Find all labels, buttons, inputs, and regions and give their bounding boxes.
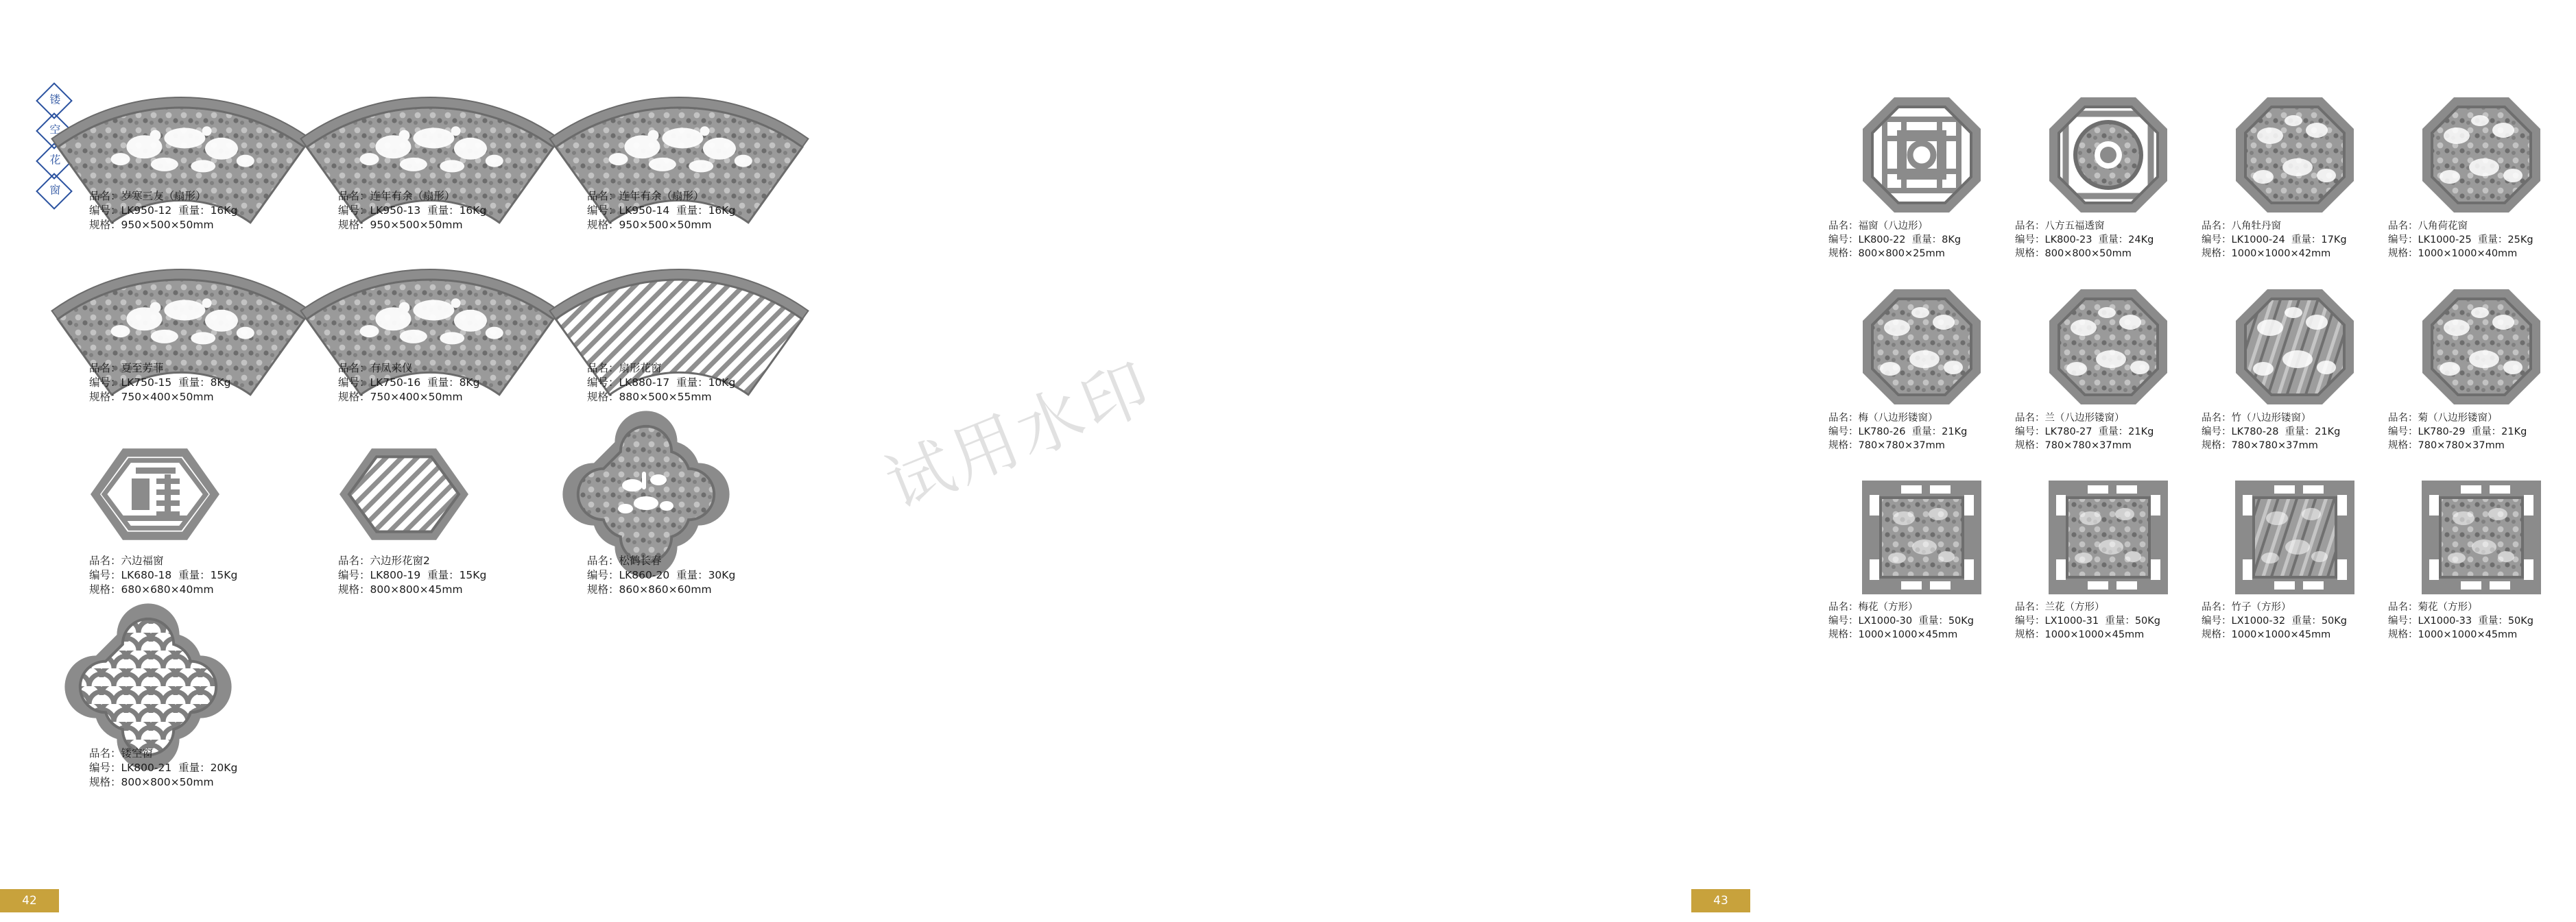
product-weight: 重量：17Kg: [2291, 234, 2347, 245]
product-image: [2388, 96, 2575, 214]
product-item: [587, 268, 836, 404]
product-code-weight: [338, 376, 587, 390]
product-weight: 重量：50Kg: [2478, 616, 2533, 627]
product-item: [2015, 288, 2202, 452]
product-weight: 重量：16Kg: [676, 204, 736, 217]
product-name: 品名：扇形花窗: [587, 362, 662, 374]
ornament-artwork: [2234, 288, 2355, 406]
product-weight: 重量：8Kg: [427, 376, 480, 389]
product-weight: 重量：16Kg: [427, 204, 487, 217]
product-item: [338, 268, 587, 404]
product-code: 编号：LK800-19: [338, 569, 421, 581]
product-weight: 重量：10Kg: [676, 376, 736, 389]
product-item: [89, 633, 338, 790]
product-spec: 规格：1000×1000×45mm: [2388, 629, 2518, 640]
product-image: [587, 96, 836, 184]
product-spec: 规格：800×800×45mm: [338, 583, 463, 596]
product-weight: 重量：50Kg: [2291, 616, 2347, 627]
ornament-artwork: [89, 633, 207, 741]
product-code: 编号：LK950-12: [89, 204, 172, 217]
product-image: [2015, 288, 2202, 406]
product-spec: 规格：800×800×50mm: [89, 776, 214, 788]
product-item: [1828, 96, 2015, 260]
ornament-artwork: [587, 440, 705, 548]
product-weight: 重量：21Kg: [2471, 426, 2527, 437]
section-tag-char-4-text: 窗: [49, 183, 61, 197]
product-image: [2202, 288, 2388, 406]
product-name: 品名：连年有余（扇形）: [338, 190, 455, 202]
product-code-weight: [338, 204, 587, 218]
section-tag-char-3-text: 花: [49, 153, 61, 167]
product-code-weight: [2388, 233, 2575, 247]
product-item: [2015, 480, 2202, 642]
product-image: [2202, 480, 2388, 595]
ornament-artwork: [1861, 96, 1982, 214]
product-spec: 规格：860×860×60mm: [587, 583, 712, 596]
product-code: 编号：LK800-21: [89, 762, 172, 774]
product-code-weight: [2202, 233, 2388, 247]
product-code: 编号：LK950-14: [587, 204, 670, 217]
product-weight: 重量：21Kg: [2285, 426, 2341, 437]
ornament-artwork: [338, 268, 522, 356]
ornament-artwork: [2421, 480, 2542, 595]
ornament-artwork: [89, 96, 273, 184]
product-code: 编号：LK950-13: [338, 204, 421, 217]
product-spec: 规格：1000×1000×45mm: [2015, 629, 2145, 640]
product-code: 编号：LK780-27: [2015, 426, 2092, 437]
ornament-artwork: [2234, 96, 2355, 214]
product-name: 品名：兰花（方形）: [2015, 602, 2105, 613]
product-code-weight: [1828, 425, 2015, 439]
product-name: 品名：竹（八边形镂窗）: [2202, 413, 2311, 424]
ornament-artwork: [2421, 96, 2542, 214]
section-tag-char-1-text: 镂: [49, 93, 61, 106]
product-code: 编号：LK1000-24: [2202, 234, 2285, 245]
ornament-artwork: [587, 96, 771, 184]
product-item: [2202, 480, 2388, 642]
product-code-weight: [2202, 614, 2388, 628]
product-item: [2388, 96, 2575, 260]
product-caption: [587, 554, 836, 597]
product-image: [2015, 96, 2202, 214]
product-item: [587, 440, 836, 597]
product-name: 品名：镂空窗: [89, 747, 154, 760]
product-item: [89, 268, 338, 404]
product-caption: [2202, 219, 2388, 260]
product-spec: 规格：1000×1000×45mm: [2202, 629, 2331, 640]
product-spec: 规格：950×500×50mm: [338, 219, 463, 231]
product-item: [1828, 480, 2015, 642]
product-code-weight: [2015, 233, 2202, 247]
ornament-artwork: [1861, 480, 1982, 595]
product-weight: 重量：30Kg: [676, 569, 736, 581]
product-spec: 规格：680×680×40mm: [89, 583, 214, 596]
product-code: 编号：LK780-28: [2202, 426, 2279, 437]
product-spec: 规格：1000×1000×45mm: [1828, 629, 1958, 640]
product-weight: 重量：25Kg: [2477, 234, 2533, 245]
product-caption: [2388, 411, 2575, 452]
product-item: [2202, 96, 2388, 260]
product-name: 品名：岁寒三友（扇形）: [89, 190, 206, 202]
product-name: 品名：连年有余（扇形）: [587, 190, 704, 202]
product-weight: 重量：50Kg: [1918, 616, 1974, 627]
product-image: [1828, 480, 2015, 595]
product-name: 品名：竹子（方形）: [2202, 602, 2291, 613]
left-product-grid: [89, 96, 837, 790]
product-name: 品名：菊花（方形）: [2388, 602, 2478, 613]
product-item: [89, 96, 338, 232]
product-spec: 规格：750×400×50mm: [338, 391, 463, 403]
ornament-artwork: [2048, 480, 2169, 595]
product-code-weight: [338, 568, 587, 583]
product-code: 编号：LX1000-32: [2202, 616, 2286, 627]
product-code-weight: [89, 204, 338, 218]
product-code-weight: [2015, 614, 2202, 628]
product-item: [587, 96, 836, 232]
product-code: 编号：LK880-17: [587, 376, 670, 389]
product-weight: 重量：21Kg: [2098, 426, 2154, 437]
product-caption: [2202, 411, 2388, 452]
product-code-weight: [2202, 425, 2388, 439]
product-spec: 规格：800×800×50mm: [2015, 248, 2132, 259]
ornament-artwork: [2234, 480, 2355, 595]
product-caption: [1828, 219, 2015, 260]
ornament-artwork: [2048, 96, 2169, 214]
product-spec: 规格：950×500×50mm: [89, 219, 214, 231]
product-item: [1828, 288, 2015, 452]
product-image: [1828, 288, 2015, 406]
ornament-artwork: [338, 96, 522, 184]
product-caption: [2388, 600, 2575, 642]
product-code-weight: [89, 568, 338, 583]
product-weight: 重量：15Kg: [178, 569, 238, 581]
ornament-artwork: [89, 268, 273, 356]
product-spec: 规格：780×780×37mm: [2015, 440, 2132, 451]
product-name: 品名：夏至芳菲: [89, 362, 164, 374]
product-weight: 重量：8Kg: [178, 376, 231, 389]
product-spec: 规格：750×400×50mm: [89, 391, 214, 403]
ornament-artwork: [587, 268, 771, 356]
product-code: 编号：LK780-26: [1828, 426, 1906, 437]
product-code: 编号：LK750-16: [338, 376, 421, 389]
right-page: [875, 0, 2533, 922]
product-image: [2388, 480, 2575, 595]
product-image: [587, 268, 836, 356]
product-item: [338, 96, 587, 232]
product-spec: 规格：780×780×37mm: [2388, 440, 2505, 451]
product-code-weight: [587, 568, 836, 583]
product-image: [587, 440, 836, 548]
product-item: [338, 440, 587, 597]
product-image: [1828, 96, 2015, 214]
product-spec: 规格：880×500×55mm: [587, 391, 712, 403]
product-code-weight: [1828, 233, 2015, 247]
product-code-weight: [2388, 425, 2575, 439]
product-weight: 重量：50Kg: [2105, 616, 2160, 627]
product-spec: 规格：1000×1000×40mm: [2388, 248, 2518, 259]
product-image: [2015, 480, 2202, 595]
product-code: 编号：LX1000-33: [2388, 616, 2472, 627]
product-caption: [2388, 219, 2575, 260]
product-spec: 规格：780×780×37mm: [1828, 440, 1945, 451]
product-weight: 重量：20Kg: [178, 762, 238, 774]
page-number-left: 42: [0, 889, 59, 912]
product-caption: [2015, 600, 2202, 642]
product-item: [2015, 96, 2202, 260]
product-name: 品名：梅（八边形镂窗）: [1828, 413, 1938, 424]
product-code-weight: [2388, 614, 2575, 628]
ornament-artwork: [89, 440, 221, 548]
product-weight: 重量：8Kg: [1911, 234, 1961, 245]
product-weight: 重量：24Kg: [2098, 234, 2154, 245]
ornament-artwork: [338, 440, 470, 548]
page-number-right: 43: [1691, 889, 1750, 912]
product-name: 品名：六边福窗: [89, 555, 164, 567]
product-name: 品名：八方五福透窗: [2015, 221, 2105, 232]
product-code: 编号：LX1000-30: [1828, 616, 1913, 627]
product-spec: 规格：780×780×37mm: [2202, 440, 2318, 451]
product-code: 编号：LK750-15: [89, 376, 172, 389]
product-caption: [89, 747, 338, 790]
product-spec: 规格：1000×1000×42mm: [2202, 248, 2331, 259]
product-item: [89, 440, 338, 597]
product-name: 品名：兰（八边形镂窗）: [2015, 413, 2125, 424]
product-item: [2388, 480, 2575, 642]
product-weight: 重量：16Kg: [178, 204, 238, 217]
product-image: [89, 440, 338, 548]
watermark: 试用水印: [875, 348, 1164, 524]
product-name: 品名：菊（八边形镂窗）: [2388, 413, 2498, 424]
product-name: 品名：有凤来仪: [338, 362, 413, 374]
product-code: 编号：LK680-18: [89, 569, 172, 581]
product-code: 编号：LK800-22: [1828, 234, 1906, 245]
product-caption: [1828, 600, 2015, 642]
product-spec: 规格：800×800×25mm: [1828, 248, 1945, 259]
product-spec: 规格：950×500×50mm: [587, 219, 712, 231]
product-code-weight: [89, 376, 338, 390]
ornament-artwork: [2421, 288, 2542, 406]
product-code-weight: [1828, 614, 2015, 628]
product-name: 品名：梅花（方形）: [1828, 602, 1918, 613]
product-item: [2202, 288, 2388, 452]
product-code: 编号：LK860-20: [587, 569, 670, 581]
product-image: [89, 633, 338, 741]
product-name: 品名：八角牡丹窗: [2202, 221, 2281, 232]
product-image: [2202, 96, 2388, 214]
left-page: [0, 0, 875, 922]
product-code: 编号：LK780-29: [2388, 426, 2466, 437]
product-name: 品名：六边形花窗2: [338, 555, 430, 567]
ornament-artwork: [1861, 288, 1982, 406]
product-name: 品名：松鹤长春: [587, 555, 662, 567]
product-caption: [2015, 219, 2202, 260]
product-code: 编号：LK1000-25: [2388, 234, 2472, 245]
product-caption: [338, 554, 587, 597]
product-code-weight: [89, 761, 338, 775]
section-tag-char-2-text: 空: [49, 123, 61, 136]
product-weight: 重量：21Kg: [1911, 426, 1968, 437]
product-caption: [2015, 411, 2202, 452]
product-image: [2388, 288, 2575, 406]
product-image: [338, 440, 587, 548]
product-caption: [1828, 411, 2015, 452]
product-name: 品名：八角荷花窗: [2388, 221, 2468, 232]
product-code-weight: [587, 376, 836, 390]
product-weight: 重量：15Kg: [427, 569, 487, 581]
product-caption: [2202, 600, 2388, 642]
product-code-weight: [2015, 425, 2202, 439]
right-product-grid: [1828, 96, 2576, 642]
product-code-weight: [587, 204, 836, 218]
product-item: [2388, 288, 2575, 452]
product-code: 编号：LX1000-31: [2015, 616, 2099, 627]
product-name: 品名：福窗（八边形）: [1828, 221, 1928, 232]
product-caption: [89, 554, 338, 597]
product-code: 编号：LK800-23: [2015, 234, 2092, 245]
ornament-artwork: [2048, 288, 2169, 406]
